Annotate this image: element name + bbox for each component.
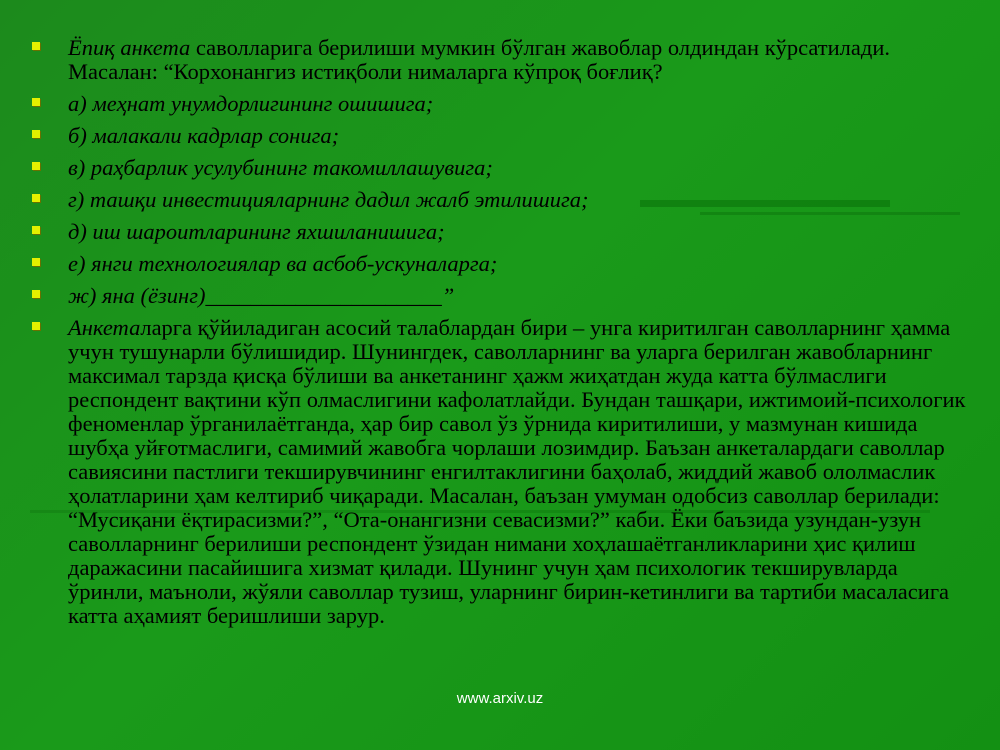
bullet-item-requirements [28, 316, 978, 628]
bullet-list [28, 36, 978, 628]
bullet-item-intro [28, 36, 978, 84]
square-bullet-icon [32, 290, 40, 298]
option-text: е) янги технологиялар ва асбоб-ускуналарга; [68, 251, 498, 276]
option-text: а) меҳнат унумдорлигининг ошишига; [68, 91, 434, 116]
square-bullet-icon [32, 226, 40, 234]
bullet-item-option-e [28, 252, 978, 276]
option-text: б) малакали кадрлар сонига; [68, 123, 340, 148]
bullet-item-option-zh [28, 284, 978, 308]
square-bullet-icon [32, 162, 40, 170]
option-text: д) иш шароитларининг яхшиланишига; [68, 219, 445, 244]
bullet-item-option-v [28, 156, 978, 180]
bullet-item-option-g [28, 188, 978, 212]
option-text: ж) яна (ёзинг)_____________________” [68, 283, 455, 308]
bullet-item-option-d [28, 220, 978, 244]
square-bullet-icon [32, 42, 40, 50]
bullet-text: ларга қўйиладиган асосий талаблардан бири – унга киритилган саволларнинг ҳамма учун тушунарли бўлишидир. Шунингдек, саволларнинг ва уларга берилган жавобларнинг максимал тарзда қисқа бўлиши ва анкетанинг ҳажм жиҳатдан жуда катта бўлмаслиги респондент вақтини кўп олмаслигини кафолатлайди. Бундан ташқари, ижтимоий-психологик феноменлар ўрганилаётганда, ҳар бир савол ўз ўрнида киритилиши, у мазмунан кишида шубҳа уйғотмаслиги, самимий жавобга чорлаши лозимдир. Баъзан анкеталардаги саволлар савиясини пастлиги текширувчининг енгилтаклигини баҳолаб, жиддий жавоб ололмаслик ҳолатларини ҳам келтириб чиқаради. Масалан, баъзан умуман одобсиз саволлар берилади: “Мусиқани ёқтирасизми?”, “Ота-онангизни севасизми?” каби. Ёки баъзида узундан-узун саволларнинг берилиши респондент ўзидан нимани хоҳлашаётганликларини ҳис қилиш даражасини пасайишига хизмат қилади. Шунинг учун ҳам психологик текширувларда ўринли, маъноли, жўяли саволлар тузиш, уларнинг бирин-кетинлиги ва тартиби масаласига катта аҳамият беришлиши зарур. [68, 315, 966, 628]
square-bullet-icon [32, 130, 40, 138]
option-text: в) раҳбарлик усулубининг такомиллашувига; [68, 155, 493, 180]
option-text: г) ташқи инвестицияларнинг дадил жалб этилишига; [68, 187, 589, 212]
bullet-item-option-b [28, 124, 978, 148]
bullet-item-option-a [28, 92, 978, 116]
square-bullet-icon [32, 258, 40, 266]
term-open-survey: Ёпиқ анкета [68, 35, 191, 60]
bullet-text: саволларига берилиши мумкин бўлган жавоблар олдиндан кўрсатилади. Масалан: “Корхонангиз истиқболи нималарга кўпроқ боғлиқ? [68, 35, 891, 84]
term-survey: Анкета [68, 315, 141, 340]
square-bullet-icon [32, 322, 40, 330]
slide-content [28, 36, 978, 636]
footer-watermark-url: www.arxiv.uz [456, 690, 544, 707]
square-bullet-icon [32, 194, 40, 202]
square-bullet-icon [32, 98, 40, 106]
